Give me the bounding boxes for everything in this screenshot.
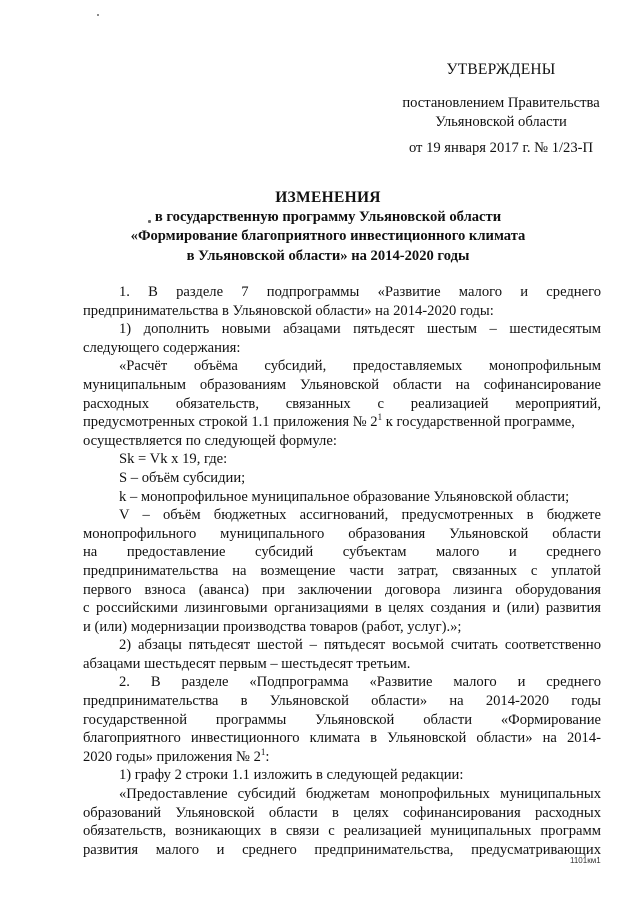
body-line: k – монопрофильное муниципальное образование Ульяновской области; <box>119 488 570 505</box>
document-code: 1101км1 <box>570 856 601 865</box>
title-main: ИЗМЕНЕНИЯ <box>275 189 381 206</box>
body-line: развития малого и среднего предпринимательства, предусматривающих <box>83 841 601 858</box>
body-text: 2020 годы» приложения № 2 <box>83 748 261 765</box>
body-line: «Расчёт объёма субсидий, предоставляемых монопрофильным <box>119 358 601 375</box>
approval-line-2: Ульяновской области <box>435 114 567 130</box>
body-line: предпринимательства в Ульяновской области» на 2014-2020 годы <box>83 693 601 710</box>
body-line: предпринимательства на возмещение части затрат, связанных с уплатой <box>83 562 601 579</box>
body-line: и (или) модернизации производства товаров (работ, услуг).»; <box>83 618 462 635</box>
body-line: 1) графу 2 строки 1.1 изложить в следующей редакции: <box>119 767 464 784</box>
body-line: V – объём бюджетных ассигнований, предусмотренных в бюджете <box>119 507 601 524</box>
body-line: 1) дополнить новыми абзацами пятьдесят шестым – шестидесятым <box>119 321 601 338</box>
formula-line: Sk = Vk x 19, где: <box>119 451 228 468</box>
body-line: расходных обязательств, связанных с реализацией мероприятий, <box>83 395 601 412</box>
footnote-marker: 1 <box>377 412 383 423</box>
approval-heading: УТВЕРЖДЕНЫ <box>446 61 556 78</box>
body-line: муниципальным образованиям Ульяновской области на софинансирование <box>83 376 601 393</box>
body-line: абзацами шестьдесят первым – шестьдесят третьим. <box>83 655 411 672</box>
body-text: к государственной программе, <box>382 414 575 431</box>
body-line: монопрофильного муниципального образования Ульяновской области <box>83 525 601 542</box>
body-line: первого взноса (аванса) при заключении договора лизинга оборудования <box>83 581 601 598</box>
body-line: образований Ульяновской области в целях софинансирования расходных <box>83 804 601 821</box>
document-body <box>83 283 601 859</box>
body-line: благоприятного инвестиционного климата в Ульяновской области» на 2014- <box>83 730 601 747</box>
approval-line-3: от 19 января 2017 г. № 1/23-П <box>408 140 594 156</box>
body-line: государственной программы Ульяновской области «Формирование <box>83 711 601 728</box>
body-line: «Предоставление субсидий бюджетам монопрофильных муниципальных <box>119 786 601 803</box>
body-line: обязательств, возникающих в связи с реализацией муниципальных программ <box>83 823 601 840</box>
title-line-1: в государственную программу Ульяновской области <box>154 208 502 225</box>
body-text: : <box>265 748 270 765</box>
body-line <box>83 748 601 767</box>
body-line: предпринимательства в Ульяновской области» на 2014-2020 годы: <box>83 302 494 319</box>
body-line <box>83 413 601 432</box>
body-line: 2) абзацы пятьдесят шестой – пятьдесят восьмой считать соответственно <box>119 637 601 654</box>
scan-speck <box>97 14 99 16</box>
approval-line-1: постановлением Правительства <box>402 95 600 111</box>
body-line: S – объём субсидии; <box>119 469 246 486</box>
body-line: на предоставление субсидий субъектам малого и среднего <box>83 544 601 561</box>
footnote-marker: 1 <box>260 746 266 757</box>
body-text: предусмотренных строкой 1.1 приложения № 2 <box>83 414 378 431</box>
body-line: следующего содержания: <box>83 339 241 356</box>
body-line: 1. В разделе 7 подпрограммы «Развитие малого и среднего <box>119 284 601 300</box>
body-line: с российскими лизинговыми организациями в целях создания и (или) развития <box>83 600 601 617</box>
document-title <box>88 188 568 266</box>
title-line-2: «Формирование благоприятного инвестиционного климата <box>130 228 526 244</box>
body-line: 2. В разделе «Подпрограмма «Развитие малого и среднего <box>119 674 601 691</box>
title-line-3: в Ульяновской области» на 2014-2020 годы <box>186 247 470 264</box>
body-line: осуществляется по следующей формуле: <box>83 432 337 449</box>
